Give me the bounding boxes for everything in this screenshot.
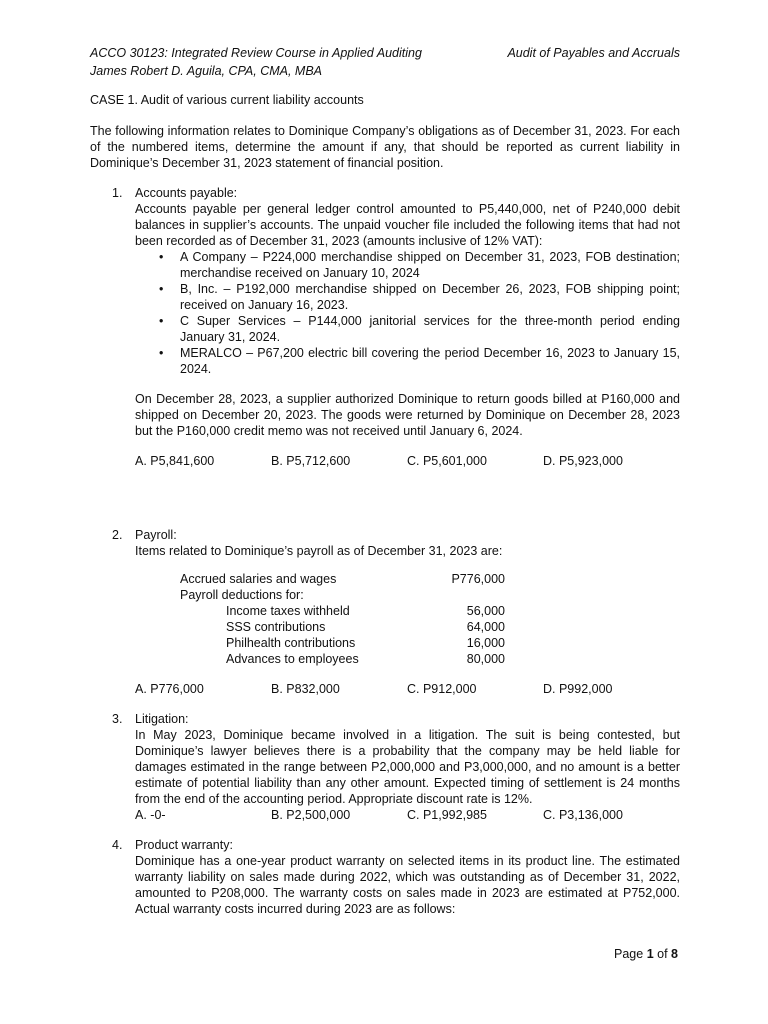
choice-d: C. P3,136,000 — [543, 808, 623, 822]
row-label: Philhealth contributions — [226, 636, 356, 650]
choice-b: B. P5,712,600 — [271, 454, 351, 468]
item-title: Accounts payable: — [135, 186, 238, 200]
header-topic: Audit of Payables and Accruals — [507, 46, 680, 60]
item-title: Litigation: — [135, 712, 189, 726]
table-row — [180, 635, 680, 651]
choice-d: D. P992,000 — [543, 682, 613, 696]
item-text: Items related to Dominique’s payroll as of December 31, 2023 are: — [135, 544, 503, 558]
list-item: • C Super Services – P144,000 janitorial services for the three-month period ending January 31, 2024. — [135, 313, 680, 345]
page-footer — [614, 947, 678, 961]
item-title: Product warranty: — [135, 838, 233, 852]
list-item: • MERALCO – P67,200 electric bill covering the period December 16, 2023 to January 15, 2024. — [135, 345, 680, 377]
header-course: ACCO 30123: Integrated Review Course in Applied Auditing — [90, 46, 422, 60]
item-payroll — [90, 527, 680, 697]
item-litigation — [90, 711, 680, 823]
item-number: 3. — [112, 712, 123, 726]
choice-a: A. P5,841,600 — [135, 454, 215, 468]
page-word: Page — [614, 947, 644, 961]
item-text: Accounts payable per general ledger control amounted to P5,440,000, net of P240,000 debit balances in supplier’s accounts. The unpaid voucher file included the following items that had not been recorded as of December 31, 2023 (amounts inclusive of 12% VAT): — [135, 202, 680, 248]
payroll-table — [180, 571, 680, 667]
page-header — [90, 44, 680, 80]
case-intro: The following information relates to Dominique Company’s obligations as of December 31, 2023. For each of the numbered items, determine the amount if any, that should be reported as current liability in Dominique’s December 31, 2023 statement of financial position. — [90, 124, 680, 170]
row-label: Accrued salaries and wages — [180, 572, 337, 586]
table-row — [180, 651, 680, 667]
header-author: James Robert D. Aguila, CPA, CMA, MBA — [90, 64, 323, 78]
total-pages-number: 8 — [671, 947, 678, 961]
row-label: Payroll deductions for: — [180, 588, 304, 602]
answer-choices — [135, 681, 680, 697]
list-item: • B, Inc. – P192,000 merchandise shipped on December 26, 2023, FOB shipping point; received on January 16, 2023. — [135, 281, 680, 313]
row-amount: 16,000 — [466, 636, 505, 650]
row-label: Income taxes withheld — [226, 604, 350, 618]
of-word: of — [657, 947, 668, 961]
unrecorded-items-list — [135, 249, 680, 377]
row-amount: P776,000 — [451, 572, 505, 586]
list-item: • A Company – P224,000 merchandise shipped on December 31, 2023, FOB destination; merchandise received on January 10, 2024 — [135, 249, 680, 281]
item-text: In May 2023, Dominique became involved in a litigation. The suit is being contested, but Dominique’s lawyer believes there is a probability that the company may be held liable for damages estimated in the range between P2,000,000 and P3,000,000, and no amount is a better estimate of potential liability than any other amount. Expected timing of settlement is 24 months from the end of the accounting period. Appropriate discount rate is 12%. — [135, 728, 680, 806]
row-amount: 80,000 — [466, 652, 505, 666]
choice-a: A. P776,000 — [135, 682, 204, 696]
current-page-number: 1 — [646, 947, 654, 961]
item-number: 2. — [112, 528, 123, 542]
choice-b: B. P2,500,000 — [271, 808, 351, 822]
document-page — [90, 44, 680, 917]
row-label: Advances to employees — [226, 652, 359, 666]
row-amount: 56,000 — [466, 604, 505, 618]
table-row — [180, 603, 680, 619]
choice-c: C. P1,992,985 — [407, 808, 487, 822]
item-text: Dominique has a one-year product warranty on selected items in its product line. The estimated warranty liability on sales made during 2022, which was outstanding as of December 31, 2022, amounted to P208,000. The warranty costs on sales made in 2023 are estimated at P752,000. Actual warranty costs incurred during 2023 are as follows: — [135, 854, 680, 916]
answer-choices — [135, 807, 680, 823]
choice-a: A. -0- — [135, 808, 166, 822]
item-accounts-payable — [90, 185, 680, 469]
choice-b: B. P832,000 — [271, 682, 340, 696]
table-row — [180, 587, 680, 603]
item-number: 1. — [112, 186, 123, 200]
answer-choices — [135, 453, 680, 469]
choice-c: C. P5,601,000 — [407, 454, 487, 468]
row-label: SSS contributions — [226, 620, 326, 634]
item-title: Payroll: — [135, 528, 177, 542]
row-amount: 64,000 — [466, 620, 505, 634]
table-row — [180, 619, 680, 635]
choice-d: D. P5,923,000 — [543, 454, 623, 468]
item-number: 4. — [112, 838, 123, 852]
case-title: CASE 1. Audit of various current liability accounts — [90, 93, 364, 107]
item-extra-paragraph: On December 28, 2023, a supplier authorized Dominique to return goods billed at P160,000 and shipped on December 20, 2023. The goods were returned by Dominique on December 28, 2023 but the P160,000 credit memo was not received until January 6, 2024. — [135, 392, 680, 438]
table-row — [180, 571, 680, 587]
choice-c: C. P912,000 — [407, 682, 477, 696]
item-product-warranty — [90, 837, 680, 917]
